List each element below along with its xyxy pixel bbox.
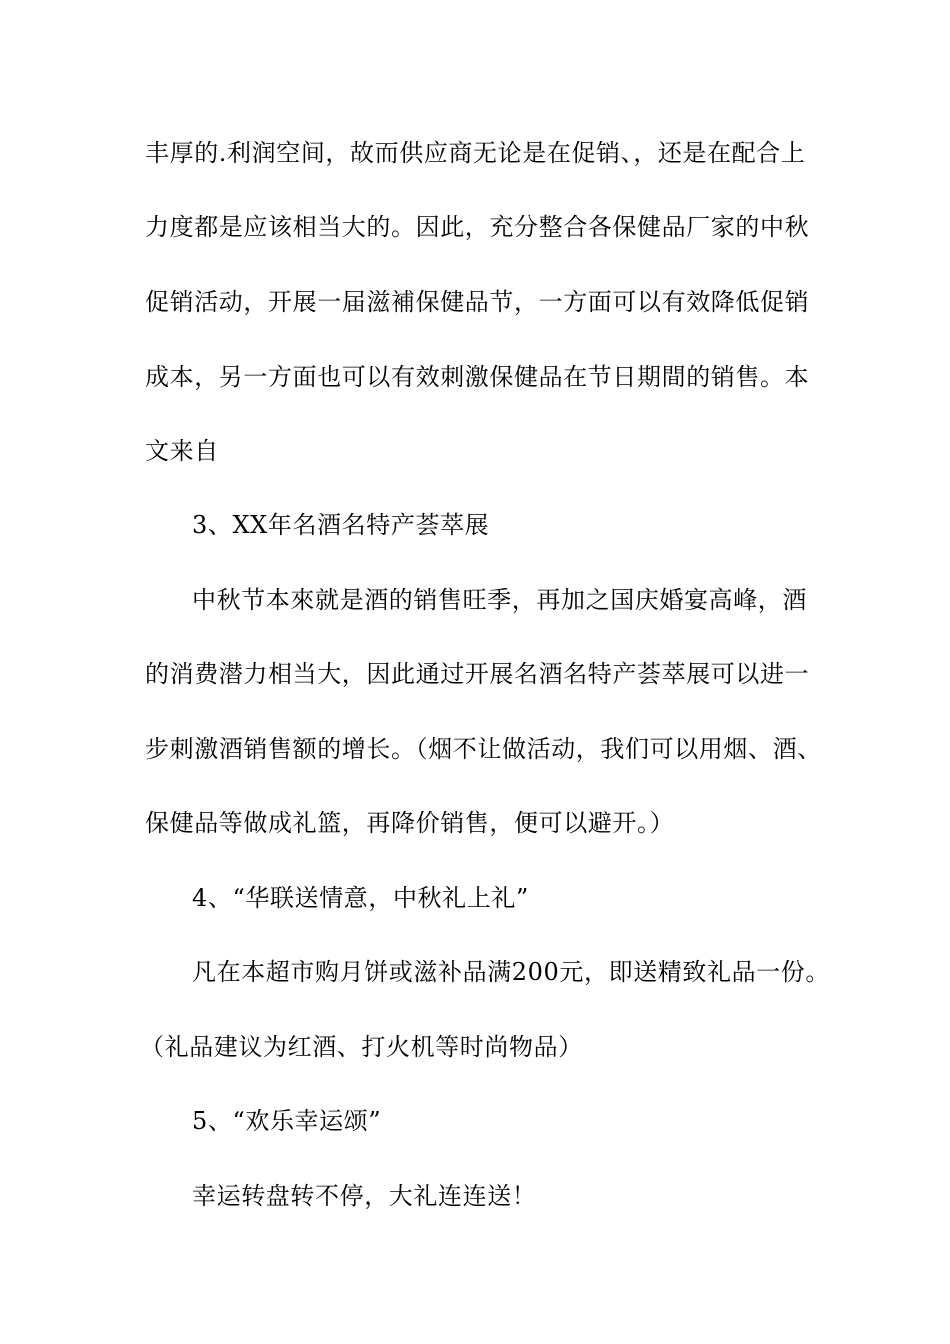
paragraph-line: 幸运转盘转不停，大礼连连送！ (192, 1182, 537, 1210)
paragraph-line: 丰厚的.利润空间，故而供应商无论是在促销、，还是在配合上 (145, 139, 806, 167)
paragraph-line: 中秋节本來就是酒的销售旺季，再加之国庆婚宴高峰，酒 (192, 586, 807, 614)
paragraph-line: 成本，另一方面也可以有效刺激保健品在节日期間的销售。本 (145, 363, 810, 391)
section-heading: 3、XX年名酒名特产荟萃展 (192, 511, 490, 539)
paragraph-line: 保健品等做成礼篮，再降价销售，便可以避开。） (145, 809, 675, 837)
paragraph-line: 的消费潜力相当大，因此通过开展名酒名特产荟萃展可以进一 (145, 660, 810, 688)
paragraph-line: 促销活动，开展一届滋補保健品节，一方面可以有效降低促销 (145, 288, 810, 316)
paragraph-line: 文来自 (145, 437, 219, 465)
paragraph-line: 步刺激酒销售额的增长。（烟不让做活动，我们可以用烟、酒、 (145, 735, 822, 763)
section-heading: 5、“欢乐幸运颂” (192, 1107, 382, 1135)
paragraph-line: （礼品建议为红酒、打火机等时尚物品） (140, 1033, 583, 1061)
paragraph-line: 力度都是应该相当大的。因此，充分整合各保健品厂家的中秋 (145, 213, 810, 241)
section-heading: 4、“华联送情意，中秋礼上礼” (192, 884, 529, 912)
paragraph-line: 凡在本超市购月饼或滋补品满200元，即送精致礼品一份。 (192, 958, 831, 986)
